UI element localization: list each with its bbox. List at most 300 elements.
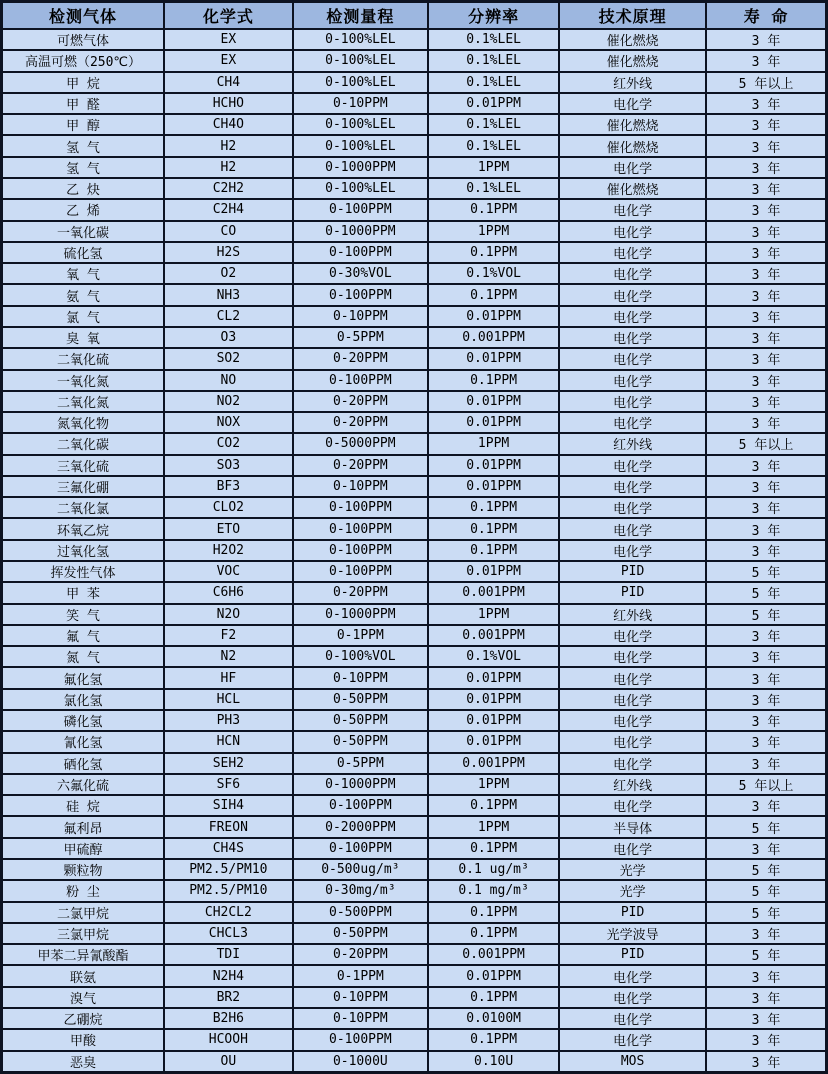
cell-lifespan: 3 年 xyxy=(706,689,826,710)
cell-gas-name: 硫化氢 xyxy=(2,242,165,263)
cell-formula: OU xyxy=(164,1051,293,1073)
cell-resolution: 0.1PPM xyxy=(428,902,559,923)
cell-resolution: 1PPM xyxy=(428,157,559,178)
cell-principle: 电化学 xyxy=(559,838,706,859)
cell-resolution: 0.1%LEL xyxy=(428,72,559,93)
cell-formula: CLO2 xyxy=(164,497,293,518)
cell-lifespan: 3 年 xyxy=(706,497,826,518)
cell-range: 0-100%VOL xyxy=(293,646,428,667)
cell-lifespan: 3 年 xyxy=(706,284,826,305)
table-row xyxy=(2,72,827,93)
table-row xyxy=(2,242,827,263)
cell-resolution: 0.01PPM xyxy=(428,306,559,327)
column-header: 检测量程 xyxy=(293,2,428,30)
cell-range: 0-1000PPM xyxy=(293,604,428,625)
cell-formula: FREON xyxy=(164,816,293,837)
cell-gas-name: 挥发性气体 xyxy=(2,561,165,582)
table-row xyxy=(2,476,827,497)
table-row xyxy=(2,774,827,795)
cell-principle: 电化学 xyxy=(559,391,706,412)
cell-gas-name: 六氟化硫 xyxy=(2,774,165,795)
cell-resolution: 0.1PPM xyxy=(428,1029,559,1050)
cell-range: 0-5000PPM xyxy=(293,433,428,454)
cell-principle: 电化学 xyxy=(559,221,706,242)
cell-range: 0-1PPM xyxy=(293,965,428,986)
table-row xyxy=(2,348,827,369)
table-row xyxy=(2,965,827,986)
cell-lifespan: 3 年 xyxy=(706,306,826,327)
column-header: 寿 命 xyxy=(706,2,826,30)
cell-formula: CH4 xyxy=(164,72,293,93)
cell-formula: H2O2 xyxy=(164,540,293,561)
cell-gas-name: 三氟化硼 xyxy=(2,476,165,497)
cell-lifespan: 3 年 xyxy=(706,987,826,1008)
cell-range: 0-10PPM xyxy=(293,1008,428,1029)
cell-resolution: 0.01PPM xyxy=(428,689,559,710)
table-row xyxy=(2,497,827,518)
cell-lifespan: 3 年 xyxy=(706,455,826,476)
cell-principle: 红外线 xyxy=(559,433,706,454)
table-row xyxy=(2,284,827,305)
cell-resolution: 1PPM xyxy=(428,774,559,795)
cell-principle: 电化学 xyxy=(559,93,706,114)
cell-formula: SIH4 xyxy=(164,795,293,816)
cell-lifespan: 3 年 xyxy=(706,646,826,667)
cell-lifespan: 3 年 xyxy=(706,518,826,539)
cell-resolution: 0.1PPM xyxy=(428,242,559,263)
cell-lifespan: 5 年 xyxy=(706,582,826,603)
table-row xyxy=(2,157,827,178)
cell-lifespan: 3 年 xyxy=(706,1029,826,1050)
cell-gas-name: 甲 烷 xyxy=(2,72,165,93)
cell-gas-name: 二氯甲烷 xyxy=(2,902,165,923)
cell-gas-name: 二氧化氮 xyxy=(2,391,165,412)
cell-resolution: 0.001PPM xyxy=(428,625,559,646)
cell-formula: CO xyxy=(164,221,293,242)
cell-principle: 电化学 xyxy=(559,199,706,220)
cell-lifespan: 3 年 xyxy=(706,50,826,71)
table-row xyxy=(2,433,827,454)
cell-principle: 红外线 xyxy=(559,604,706,625)
cell-lifespan: 5 年 xyxy=(706,944,826,965)
cell-resolution: 0.1PPM xyxy=(428,838,559,859)
cell-lifespan: 5 年 xyxy=(706,859,826,880)
cell-formula: BF3 xyxy=(164,476,293,497)
cell-range: 0-50PPM xyxy=(293,923,428,944)
cell-resolution: 1PPM xyxy=(428,816,559,837)
cell-gas-name: 甲硫醇 xyxy=(2,838,165,859)
cell-gas-name: 甲 醇 xyxy=(2,114,165,135)
cell-formula: EX xyxy=(164,29,293,50)
cell-gas-name: 粉 尘 xyxy=(2,880,165,901)
header-row xyxy=(2,2,827,30)
cell-resolution: 0.01PPM xyxy=(428,667,559,688)
cell-principle: 电化学 xyxy=(559,667,706,688)
cell-range: 0-100PPM xyxy=(293,284,428,305)
cell-principle: 红外线 xyxy=(559,72,706,93)
table-row xyxy=(2,1051,827,1073)
cell-resolution: 1PPM xyxy=(428,604,559,625)
cell-gas-name: 甲 醛 xyxy=(2,93,165,114)
cell-principle: 电化学 xyxy=(559,455,706,476)
table-row xyxy=(2,604,827,625)
cell-principle: 电化学 xyxy=(559,689,706,710)
cell-range: 0-50PPM xyxy=(293,689,428,710)
cell-gas-name: 乙 炔 xyxy=(2,178,165,199)
cell-gas-name: 三氧化硫 xyxy=(2,455,165,476)
cell-resolution: 0.01PPM xyxy=(428,476,559,497)
cell-gas-name: 氟利昂 xyxy=(2,816,165,837)
cell-range: 0-100PPM xyxy=(293,370,428,391)
cell-lifespan: 5 年 xyxy=(706,561,826,582)
cell-resolution: 0.1PPM xyxy=(428,987,559,1008)
cell-gas-name: 可燃气体 xyxy=(2,29,165,50)
table-row xyxy=(2,987,827,1008)
cell-range: 0-30%VOL xyxy=(293,263,428,284)
cell-lifespan: 3 年 xyxy=(706,1051,826,1073)
cell-range: 0-500ug/m³ xyxy=(293,859,428,880)
cell-range: 0-20PPM xyxy=(293,348,428,369)
cell-resolution: 0.1%LEL xyxy=(428,135,559,156)
cell-formula: O2 xyxy=(164,263,293,284)
table-row xyxy=(2,29,827,50)
cell-range: 0-1000PPM xyxy=(293,221,428,242)
cell-formula: O3 xyxy=(164,327,293,348)
cell-formula: SEH2 xyxy=(164,753,293,774)
cell-lifespan: 5 年以上 xyxy=(706,774,826,795)
cell-range: 0-100%LEL xyxy=(293,135,428,156)
cell-formula: N2 xyxy=(164,646,293,667)
cell-gas-name: 硅 烷 xyxy=(2,795,165,816)
table-row xyxy=(2,902,827,923)
table-row xyxy=(2,114,827,135)
cell-range: 0-100PPM xyxy=(293,518,428,539)
cell-range: 0-10PPM xyxy=(293,987,428,1008)
cell-range: 0-100PPM xyxy=(293,242,428,263)
cell-lifespan: 3 年 xyxy=(706,412,826,433)
cell-resolution: 0.01PPM xyxy=(428,412,559,433)
cell-principle: 电化学 xyxy=(559,753,706,774)
column-header: 检测气体 xyxy=(2,2,165,30)
cell-gas-name: 氟 气 xyxy=(2,625,165,646)
cell-lifespan: 3 年 xyxy=(706,476,826,497)
table-row xyxy=(2,944,827,965)
table-header xyxy=(2,2,827,30)
cell-formula: EX xyxy=(164,50,293,71)
cell-range: 0-100PPM xyxy=(293,1029,428,1050)
cell-resolution: 0.1%LEL xyxy=(428,178,559,199)
cell-formula: NO xyxy=(164,370,293,391)
cell-principle: 光学 xyxy=(559,880,706,901)
table-row xyxy=(2,540,827,561)
cell-gas-name: 氯化氢 xyxy=(2,689,165,710)
table-row xyxy=(2,199,827,220)
cell-gas-name: 乙硼烷 xyxy=(2,1008,165,1029)
table-row xyxy=(2,50,827,71)
cell-gas-name: 氢 气 xyxy=(2,157,165,178)
cell-resolution: 0.01PPM xyxy=(428,561,559,582)
cell-range: 0-500PPM xyxy=(293,902,428,923)
cell-range: 0-100%LEL xyxy=(293,114,428,135)
cell-formula: C2H2 xyxy=(164,178,293,199)
cell-formula: ETO xyxy=(164,518,293,539)
cell-lifespan: 3 年 xyxy=(706,93,826,114)
cell-principle: 电化学 xyxy=(559,263,706,284)
cell-principle: 电化学 xyxy=(559,476,706,497)
cell-lifespan: 5 年 xyxy=(706,604,826,625)
cell-range: 0-30mg/m³ xyxy=(293,880,428,901)
table-row xyxy=(2,135,827,156)
cell-lifespan: 3 年 xyxy=(706,625,826,646)
cell-principle: 电化学 xyxy=(559,710,706,731)
cell-formula: HF xyxy=(164,667,293,688)
cell-principle: PID xyxy=(559,561,706,582)
cell-formula: PM2.5/PM10 xyxy=(164,880,293,901)
cell-gas-name: 颗粒物 xyxy=(2,859,165,880)
cell-range: 0-100PPM xyxy=(293,561,428,582)
table-row xyxy=(2,455,827,476)
cell-resolution: 0.1PPM xyxy=(428,795,559,816)
cell-range: 0-100%LEL xyxy=(293,29,428,50)
cell-formula: F2 xyxy=(164,625,293,646)
cell-lifespan: 3 年 xyxy=(706,114,826,135)
cell-principle: 电化学 xyxy=(559,348,706,369)
cell-lifespan: 3 年 xyxy=(706,135,826,156)
cell-lifespan: 5 年 xyxy=(706,902,826,923)
cell-lifespan: 5 年以上 xyxy=(706,433,826,454)
table-row xyxy=(2,93,827,114)
cell-lifespan: 3 年 xyxy=(706,731,826,752)
cell-formula: HCN xyxy=(164,731,293,752)
cell-lifespan: 3 年 xyxy=(706,178,826,199)
cell-gas-name: 一氧化氮 xyxy=(2,370,165,391)
cell-principle: 电化学 xyxy=(559,306,706,327)
cell-lifespan: 3 年 xyxy=(706,710,826,731)
cell-principle: 电化学 xyxy=(559,497,706,518)
cell-resolution: 1PPM xyxy=(428,433,559,454)
cell-resolution: 0.1%LEL xyxy=(428,29,559,50)
cell-gas-name: 臭 氧 xyxy=(2,327,165,348)
table-row xyxy=(2,923,827,944)
table-row xyxy=(2,1008,827,1029)
column-header: 分辨率 xyxy=(428,2,559,30)
cell-lifespan: 3 年 xyxy=(706,29,826,50)
table-row xyxy=(2,880,827,901)
cell-resolution: 0.1PPM xyxy=(428,199,559,220)
cell-gas-name: 二氧化氯 xyxy=(2,497,165,518)
cell-formula: CO2 xyxy=(164,433,293,454)
cell-gas-name: 硒化氢 xyxy=(2,753,165,774)
cell-gas-name: 氮氧化物 xyxy=(2,412,165,433)
table-row xyxy=(2,263,827,284)
cell-range: 0-10PPM xyxy=(293,93,428,114)
cell-resolution: 0.10U xyxy=(428,1051,559,1073)
cell-formula: B2H6 xyxy=(164,1008,293,1029)
cell-formula: CL2 xyxy=(164,306,293,327)
cell-principle: 催化燃烧 xyxy=(559,114,706,135)
cell-formula: TDI xyxy=(164,944,293,965)
cell-formula: N2O xyxy=(164,604,293,625)
cell-lifespan: 3 年 xyxy=(706,923,826,944)
cell-range: 0-1000PPM xyxy=(293,774,428,795)
cell-lifespan: 3 年 xyxy=(706,221,826,242)
cell-gas-name: 氢 气 xyxy=(2,135,165,156)
cell-principle: 电化学 xyxy=(559,731,706,752)
cell-lifespan: 3 年 xyxy=(706,795,826,816)
table-row xyxy=(2,582,827,603)
cell-gas-name: 氨 气 xyxy=(2,284,165,305)
cell-principle: 光学 xyxy=(559,859,706,880)
table-row xyxy=(2,753,827,774)
cell-gas-name: 过氧化氢 xyxy=(2,540,165,561)
cell-resolution: 0.1%VOL xyxy=(428,263,559,284)
cell-range: 0-1000U xyxy=(293,1051,428,1073)
cell-range: 0-10PPM xyxy=(293,667,428,688)
cell-principle: MOS xyxy=(559,1051,706,1073)
cell-range: 0-100PPM xyxy=(293,497,428,518)
table-row xyxy=(2,391,827,412)
cell-resolution: 0.1PPM xyxy=(428,540,559,561)
cell-gas-name: 乙 烯 xyxy=(2,199,165,220)
cell-resolution: 0.1%VOL xyxy=(428,646,559,667)
cell-range: 0-10PPM xyxy=(293,476,428,497)
cell-resolution: 0.1PPM xyxy=(428,923,559,944)
cell-formula: SO3 xyxy=(164,455,293,476)
cell-formula: HCHO xyxy=(164,93,293,114)
table-row xyxy=(2,731,827,752)
cell-gas-name: 甲苯二异氰酸酯 xyxy=(2,944,165,965)
cell-gas-name: 恶臭 xyxy=(2,1051,165,1073)
cell-formula: SO2 xyxy=(164,348,293,369)
cell-resolution: 0.1PPM xyxy=(428,518,559,539)
cell-resolution: 0.01PPM xyxy=(428,710,559,731)
cell-principle: 电化学 xyxy=(559,412,706,433)
cell-principle: 电化学 xyxy=(559,1029,706,1050)
table-row xyxy=(2,518,827,539)
cell-formula: NOX xyxy=(164,412,293,433)
cell-gas-name: 联氨 xyxy=(2,965,165,986)
cell-gas-name: 高温可燃（250℃） xyxy=(2,50,165,71)
cell-range: 0-100%LEL xyxy=(293,178,428,199)
cell-principle: 催化燃烧 xyxy=(559,29,706,50)
table-row xyxy=(2,667,827,688)
cell-lifespan: 3 年 xyxy=(706,540,826,561)
cell-formula: PH3 xyxy=(164,710,293,731)
table-row xyxy=(2,816,827,837)
cell-lifespan: 5 年 xyxy=(706,816,826,837)
cell-resolution: 0.1 mg/m³ xyxy=(428,880,559,901)
cell-gas-name: 环氧乙烷 xyxy=(2,518,165,539)
cell-formula: CHCL3 xyxy=(164,923,293,944)
table-row xyxy=(2,327,827,348)
cell-resolution: 0.001PPM xyxy=(428,753,559,774)
cell-gas-name: 三氯甲烷 xyxy=(2,923,165,944)
cell-resolution: 0.01PPM xyxy=(428,455,559,476)
cell-range: 0-20PPM xyxy=(293,455,428,476)
cell-formula: SF6 xyxy=(164,774,293,795)
cell-gas-name: 二氧化碳 xyxy=(2,433,165,454)
cell-resolution: 0.001PPM xyxy=(428,327,559,348)
cell-lifespan: 3 年 xyxy=(706,838,826,859)
cell-range: 0-100PPM xyxy=(293,795,428,816)
cell-resolution: 0.1%LEL xyxy=(428,50,559,71)
cell-resolution: 0.1 ug/m³ xyxy=(428,859,559,880)
cell-range: 0-100%LEL xyxy=(293,72,428,93)
cell-formula: CH4O xyxy=(164,114,293,135)
cell-principle: 催化燃烧 xyxy=(559,50,706,71)
cell-principle: PID xyxy=(559,902,706,923)
cell-gas-name: 甲酸 xyxy=(2,1029,165,1050)
cell-range: 0-20PPM xyxy=(293,582,428,603)
cell-resolution: 0.01PPM xyxy=(428,93,559,114)
cell-formula: H2 xyxy=(164,157,293,178)
cell-formula: HCL xyxy=(164,689,293,710)
cell-lifespan: 3 年 xyxy=(706,1008,826,1029)
cell-lifespan: 5 年 xyxy=(706,880,826,901)
cell-formula: NH3 xyxy=(164,284,293,305)
cell-formula: H2S xyxy=(164,242,293,263)
cell-formula: NO2 xyxy=(164,391,293,412)
table-row xyxy=(2,625,827,646)
cell-range: 0-50PPM xyxy=(293,710,428,731)
cell-formula: C2H4 xyxy=(164,199,293,220)
cell-formula: CH2CL2 xyxy=(164,902,293,923)
table-row xyxy=(2,178,827,199)
cell-range: 0-2000PPM xyxy=(293,816,428,837)
cell-range: 0-5PPM xyxy=(293,327,428,348)
table-row xyxy=(2,689,827,710)
cell-resolution: 0.01PPM xyxy=(428,391,559,412)
cell-gas-name: 一氧化碳 xyxy=(2,221,165,242)
cell-formula: PM2.5/PM10 xyxy=(164,859,293,880)
cell-principle: 红外线 xyxy=(559,774,706,795)
cell-principle: 电化学 xyxy=(559,1008,706,1029)
cell-gas-name: 氰化氢 xyxy=(2,731,165,752)
cell-resolution: 1PPM xyxy=(428,221,559,242)
table-row xyxy=(2,561,827,582)
table-row xyxy=(2,412,827,433)
cell-resolution: 0.1PPM xyxy=(428,370,559,391)
cell-principle: 电化学 xyxy=(559,157,706,178)
table-row xyxy=(2,1029,827,1050)
cell-principle: 电化学 xyxy=(559,987,706,1008)
cell-principle: 电化学 xyxy=(559,540,706,561)
cell-gas-name: 氯 气 xyxy=(2,306,165,327)
cell-lifespan: 3 年 xyxy=(706,263,826,284)
cell-lifespan: 3 年 xyxy=(706,370,826,391)
cell-lifespan: 3 年 xyxy=(706,327,826,348)
cell-principle: PID xyxy=(559,944,706,965)
cell-range: 0-5PPM xyxy=(293,753,428,774)
cell-formula: N2H4 xyxy=(164,965,293,986)
table-row xyxy=(2,646,827,667)
cell-range: 0-1PPM xyxy=(293,625,428,646)
cell-lifespan: 3 年 xyxy=(706,348,826,369)
cell-formula: H2 xyxy=(164,135,293,156)
column-header: 技术原理 xyxy=(559,2,706,30)
table-row xyxy=(2,795,827,816)
table-row xyxy=(2,859,827,880)
cell-range: 0-100PPM xyxy=(293,838,428,859)
cell-gas-name: 笑 气 xyxy=(2,604,165,625)
cell-resolution: 0.1%LEL xyxy=(428,114,559,135)
cell-range: 0-20PPM xyxy=(293,412,428,433)
cell-principle: 电化学 xyxy=(559,327,706,348)
cell-lifespan: 5 年以上 xyxy=(706,72,826,93)
cell-gas-name: 甲 苯 xyxy=(2,582,165,603)
cell-principle: 电化学 xyxy=(559,242,706,263)
cell-range: 0-100PPM xyxy=(293,199,428,220)
